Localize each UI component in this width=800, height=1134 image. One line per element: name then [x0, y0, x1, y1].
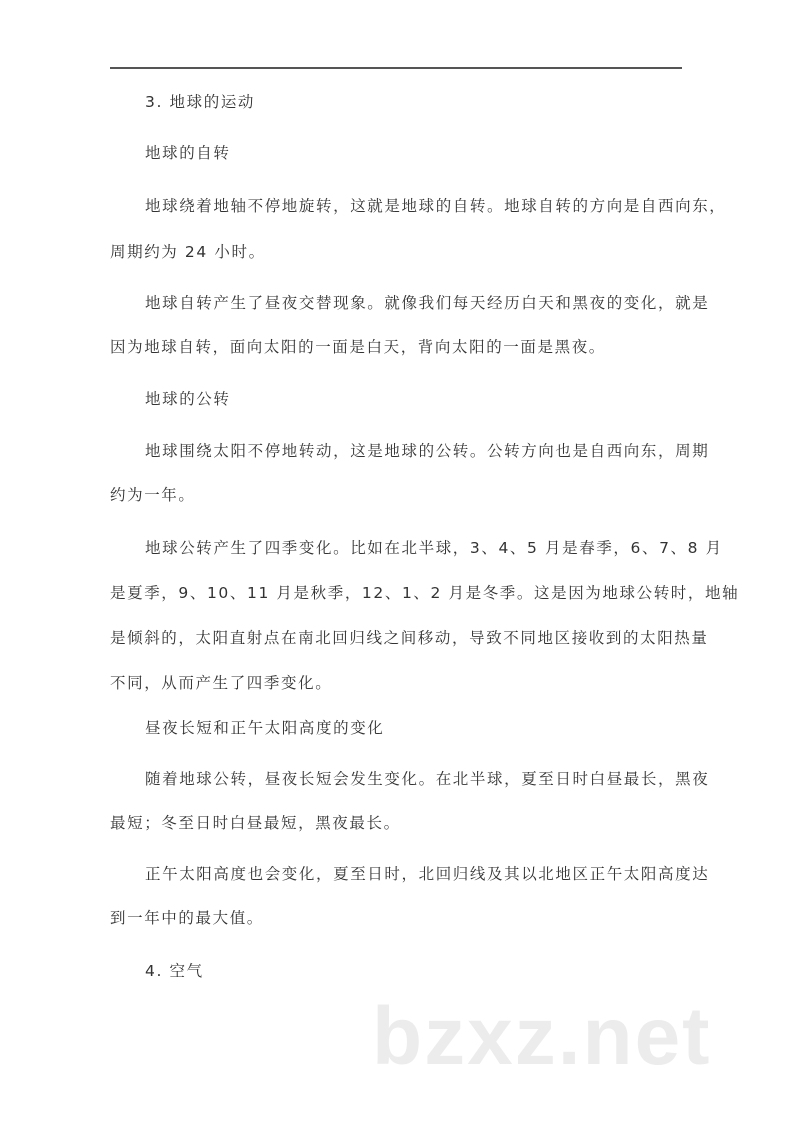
paragraph-line: 地球公转产生了四季变化。比如在北半球，3、4、5 月是春季，6、7、8 月: [145, 539, 723, 557]
subheading: 地球的自转: [145, 144, 231, 162]
watermark: bzxz.net: [372, 991, 712, 1082]
paragraph-line: 是夏季，9、10、11 月是秋季，12、1、2 月是冬季。这是因为地球公转时，地轴: [110, 584, 740, 602]
paragraph-line: 是倾斜的，太阳直射点在南北回归线之间移动，导致不同地区接收到的太阳热量: [110, 629, 709, 647]
header-rule: [110, 67, 682, 69]
paragraph-line: 不同，从而产生了四季变化。: [110, 674, 333, 692]
paragraph-line: 地球自转产生了昼夜交替现象。就像我们每天经历白天和黑夜的变化，就是: [145, 294, 710, 312]
paragraph-line: 地球围绕太阳不停地转动，这是地球的公转。公转方向也是自西向东，周期: [145, 442, 710, 460]
paragraph-line: 因为地球自转，面向太阳的一面是白天，背向太阳的一面是黑夜。: [110, 338, 606, 356]
section-heading: 4. 空气: [145, 962, 204, 980]
paragraph-line: 约为一年。: [110, 486, 196, 504]
paragraph-line: 最短；冬至日时白昼最短，黑夜最长。: [110, 814, 401, 832]
section-heading: 3. 地球的运动: [145, 93, 256, 111]
paragraph-line: 正午太阳高度也会变化，夏至日时，北回归线及其以北地区正午太阳高度达: [145, 865, 710, 883]
subheading: 昼夜长短和正午太阳高度的变化: [145, 719, 385, 737]
paragraph-line: 到一年中的最大值。: [110, 909, 264, 927]
subheading: 地球的公转: [145, 390, 231, 408]
paragraph-line: 地球绕着地轴不停地旋转，这就是地球的自转。地球自转的方向是自西向东，: [145, 197, 727, 215]
paragraph-line: 周期约为 24 小时。: [110, 243, 266, 261]
paragraph-line: 随着地球公转，昼夜长短会发生变化。在北半球，夏至日时白昼最长，黑夜: [145, 770, 710, 788]
